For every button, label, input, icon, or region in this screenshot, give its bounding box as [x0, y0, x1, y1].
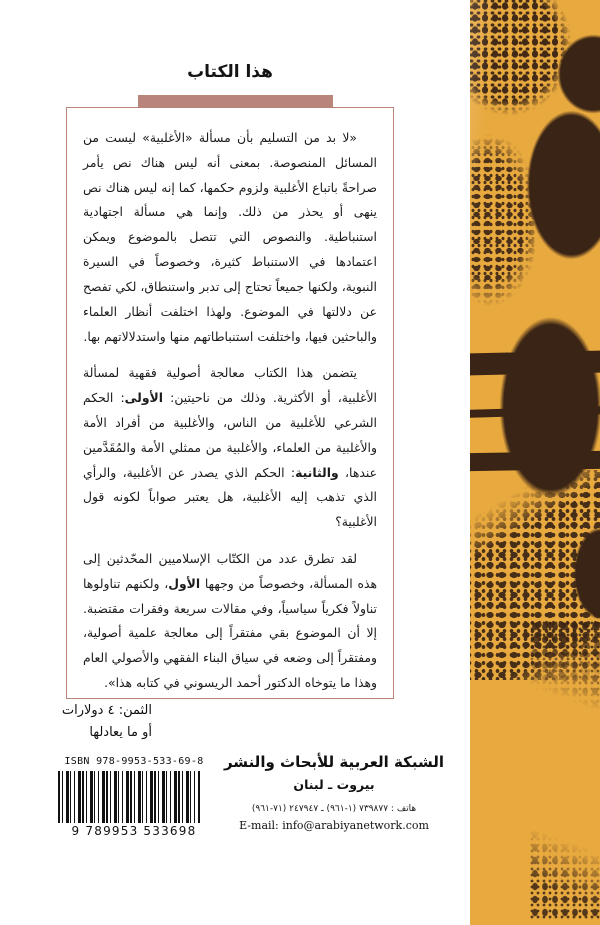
spine-pattern [470, 0, 600, 925]
publisher-block [200, 750, 468, 832]
blurb-paragraph: يتضمن هذا الكتاب معالجة أصولية فقهية لمسألة الأغلبية، أو الأكثرية. وذلك من ناحيتين: الأولى: الحكم الشرعي للأغلبية من الناس، والأغلبية من أفراد الأمة والأغلبية من العلماء، والأغلبية من ممثلي الأمة والمُقَدَّمين عندها، والثانية: الحكم الذي يصدر عن الأغلبية، والرأي الذي تذهب إليه الأغلبية، هل يعتبر صواباً لكونه قول الأغلبية؟ [83, 365, 377, 530]
price-line-equivalent: أو ما يعادلها [89, 725, 152, 741]
price-line-amount: الثمن: ٤ دولارات [61, 703, 152, 718]
publisher-phone: هاتف : ٧٣٩٨٧٧ (١-٩٦١) ـ ٢٤٧٩٤٧ (٧١-٩٦١) [251, 803, 417, 814]
blurb-text [83, 126, 377, 696]
publisher-city: بيروت ـ لبنان [293, 777, 375, 792]
publisher-email: E-mail: info@arabiyanetwork.com [239, 818, 429, 832]
spine-edge-shading [470, 0, 600, 925]
blurb-paragraph: لقد تطرق عدد من الكتّاب الإسلاميين المحّدثين إلى هذه المسألة، وخصوصاً من وجهها الأول، ولكنهم تناولوها تناولاً فكرياً سياسياً، وفي مقالات سريعة وفقرات مقتضبة. إلا أن الموضوع بقي مفتقراً إلى معالجة علمية أصولية، ومفتقراً إلى وضعه في سياق البناء الفقهي والأصولي العام وهذا ما يتوخاه الدكتور أحمد الريسوني في كتابه هذا». [83, 551, 377, 691]
isbn-number: ISBN 978-9953-533-69-8 [64, 756, 204, 767]
title-underline-bar [138, 95, 333, 107]
publisher-name: الشبكة العربية للأبحاث والنشر [223, 753, 445, 771]
blurb-frame [66, 107, 394, 699]
blurb-paragraph: «لا بد من التسليم بأن مسألة «الأغلبية» ليست من المسائل المنصوصة. بمعنى أنه ليس هناك نص يأمر صراحةً باتباع الأغلبية ولزوم حكمها، كما إنه ليس هناك نص ينهى أو يحذر من ذلك. وإنما هي مسألة اجتهادية استنباطية. والنصوص التي تتصل بالموضوع ويمكن اعتمادها في الاستنباط كثيرة، وخصوصاً في السيرة النبوية، ولكنها جميعاً تحتاج إلى تدبر واستنطاق، لكي تفصح عن دلالتها في الموضوع. ولهذا اختلفت أنظار العلماء والباحثين فيها، واختلفت استنباطاتهم منها واستدلالاتهم بها. [83, 130, 377, 344]
barcode-image [58, 771, 200, 823]
isbn-block [58, 756, 210, 838]
page-title: هذا الكتاب [187, 62, 273, 82]
price-block [4, 700, 152, 744]
decorative-spine-strip [470, 0, 600, 925]
barcode-digits: 9 789953 533698 [71, 824, 197, 838]
